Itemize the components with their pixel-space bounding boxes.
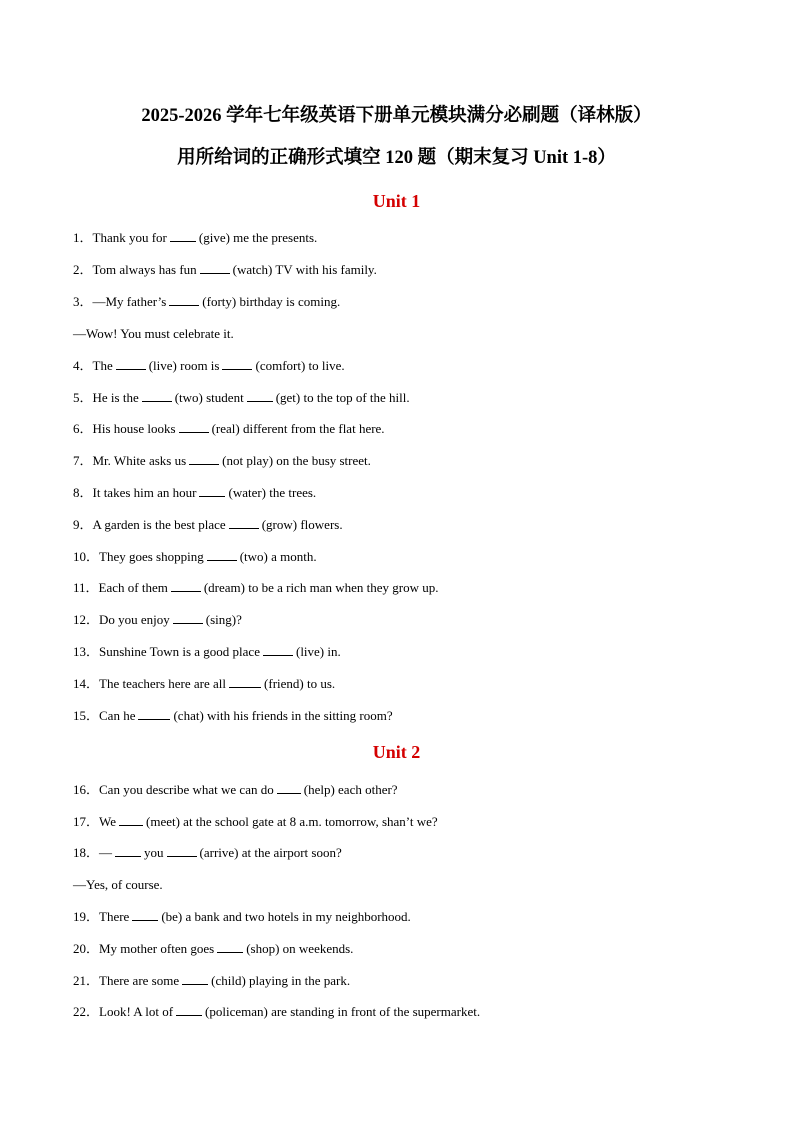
answer-blank xyxy=(179,420,209,433)
answer-blank xyxy=(247,389,273,402)
question-22: 22．Look! A lot of (policeman) are standing in front of the supermarket. xyxy=(73,1004,481,1019)
answer-blank xyxy=(217,940,243,953)
answer-blank xyxy=(167,844,197,857)
answer-blank xyxy=(115,844,141,857)
question-13: 13．Sunshine Town is a good place (live) in. xyxy=(73,644,341,659)
answer-blank xyxy=(229,516,259,529)
document-subtitle: 用所给词的正确形式填空 120 题（期末复习 Unit 1-8） xyxy=(177,148,616,168)
question-4: 4．The (live) room is (comfort) to live. xyxy=(73,358,345,373)
answer-blank xyxy=(170,229,196,242)
question-6: 6．His house looks (real) different from the flat here. xyxy=(73,421,385,436)
answer-blank xyxy=(189,452,219,465)
question-20: 20．My mother often goes (shop) on weekends. xyxy=(73,941,354,956)
question-14: 14．The teachers here are all (friend) to us. xyxy=(73,676,336,691)
answer-blank xyxy=(142,389,172,402)
answer-blank xyxy=(263,643,293,656)
question-17: 17．We (meet) at the school gate at 8 a.m. tomorrow, shan’t we? xyxy=(73,814,438,829)
answer-blank xyxy=(171,579,201,592)
answer-blank xyxy=(116,357,146,370)
question-11: 11．Each of them (dream) to be a rich man when they grow up. xyxy=(73,580,439,595)
question-10: 10．They goes shopping (two) a month. xyxy=(73,549,317,564)
answer-blank xyxy=(182,972,208,985)
question-8: 8．It takes him an hour (water) the trees. xyxy=(73,485,317,500)
question-21: 21．There are some (child) playing in the park. xyxy=(73,973,351,988)
question-19: 19．There (be) a bank and two hotels in my neighborhood. xyxy=(73,909,411,924)
question-5: 5．He is the (two) student (get) to the top of the hill. xyxy=(73,390,410,405)
answer-blank xyxy=(199,484,225,497)
answer-blank xyxy=(119,813,143,826)
answer-blank xyxy=(176,1003,202,1016)
question-12: 12．Do you enjoy (sing)? xyxy=(73,612,242,627)
question-3: 3．—My father’s (forty) birthday is coming. xyxy=(73,294,341,309)
question-16: 16．Can you describe what we can do (help) each other? xyxy=(73,782,398,797)
answer-blank xyxy=(138,707,170,720)
answer-blank xyxy=(207,548,237,561)
question-1: 1．Thank you for (give) me the presents. xyxy=(73,230,318,245)
answer-blank xyxy=(277,781,301,794)
question-18-reply: —Yes, of course. xyxy=(73,877,163,892)
answer-blank xyxy=(229,675,261,688)
question-15: 15．Can he (chat) with his friends in the sitting room? xyxy=(73,708,393,723)
answer-blank xyxy=(173,611,203,624)
answer-blank xyxy=(222,357,252,370)
answer-blank xyxy=(132,908,158,921)
document-title: 2025-2026 学年七年级英语下册单元模块满分必刷题（译林版） xyxy=(141,106,652,126)
unit-1-heading: Unit 1 xyxy=(372,191,421,211)
question-9: 9．A garden is the best place (grow) flowers. xyxy=(73,517,343,532)
answer-blank xyxy=(169,293,199,306)
question-2: 2．Tom always has fun (watch) TV with his family. xyxy=(73,262,377,277)
unit-2-heading: Unit 2 xyxy=(372,742,421,762)
question-18: 18．— you (arrive) at the airport soon? xyxy=(73,845,342,860)
question-3-reply: —Wow! You must celebrate it. xyxy=(73,326,234,341)
answer-blank xyxy=(200,261,230,274)
question-7: 7．Mr. White asks us (not play) on the busy street. xyxy=(73,453,371,468)
